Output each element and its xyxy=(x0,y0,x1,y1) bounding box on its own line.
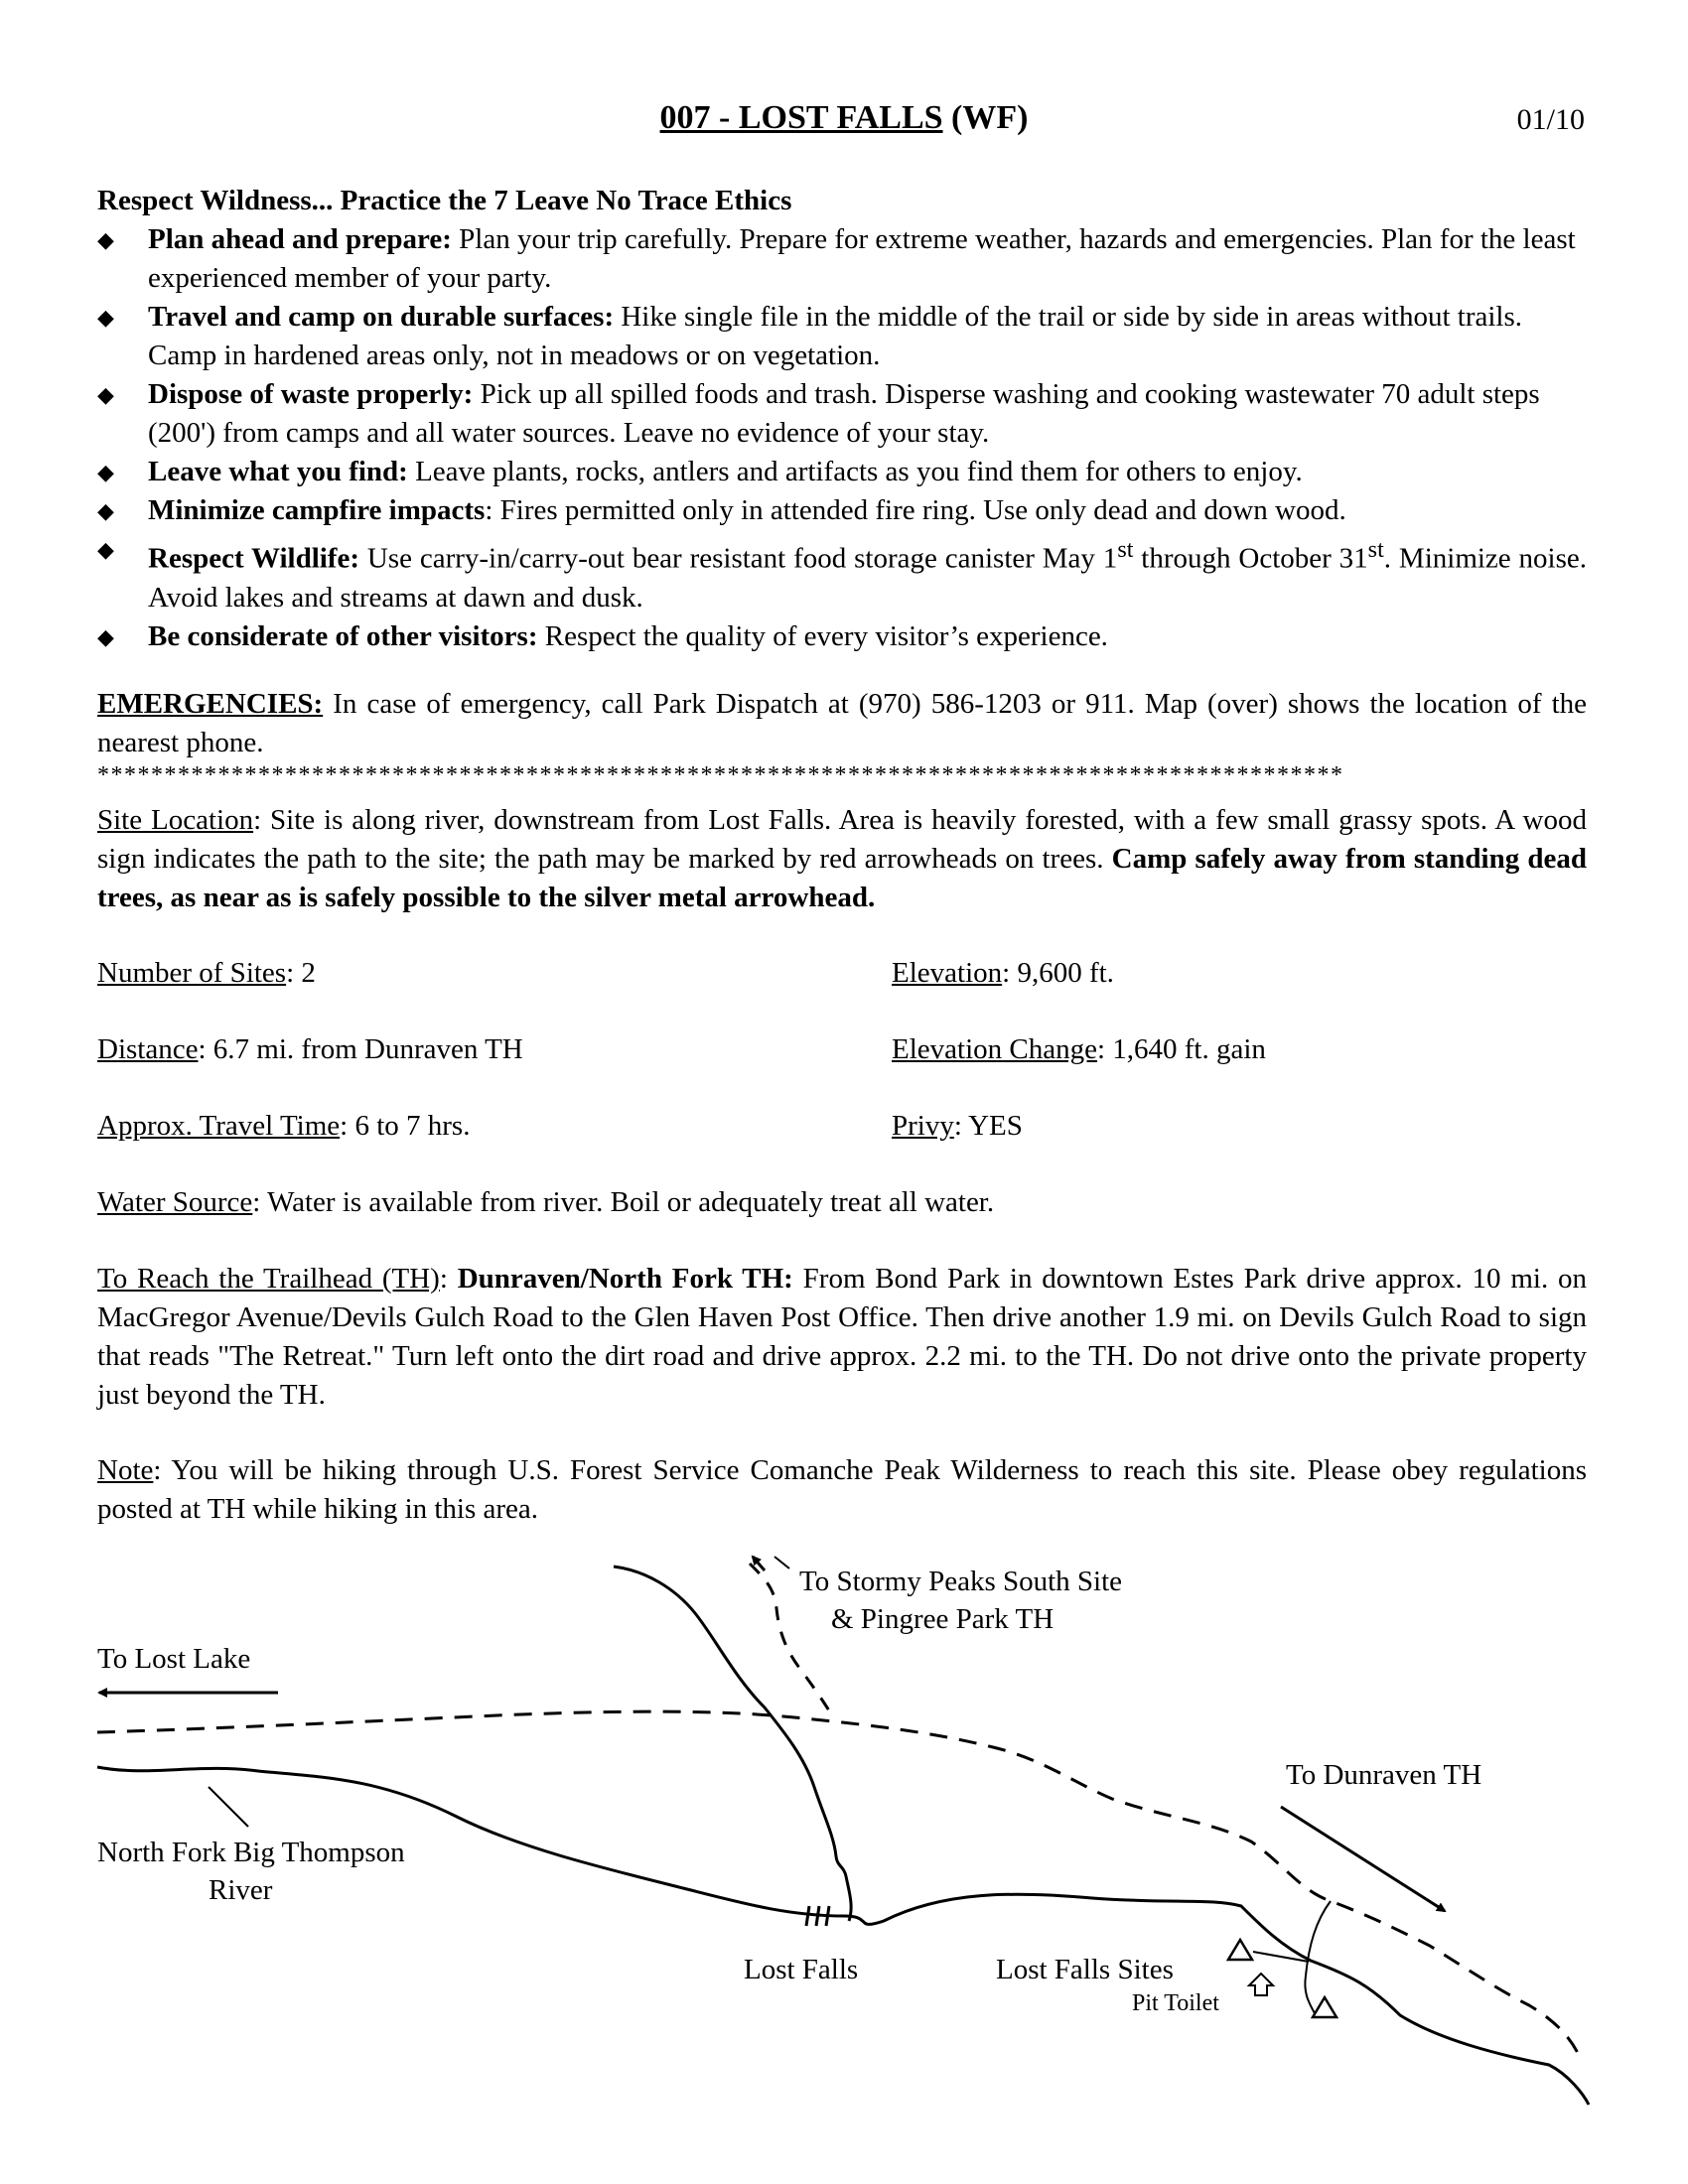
map-label-stormy-line1: To Stormy Peaks South Site xyxy=(799,1566,1123,1597)
diamond-bullet-icon: ◆ xyxy=(97,227,114,252)
map-label-lost-falls: Lost Falls xyxy=(744,1954,859,1985)
title-main: 007 - LOST FALLS xyxy=(659,99,943,136)
ethics-item-text: Respect the quality of every visitor’s experience. xyxy=(544,619,1108,652)
ethics-item-title: Dispose of waste properly: xyxy=(148,378,474,410)
ethics-item-text: . Minimize noise. Avoid lakes and streams at dawn and dusk. xyxy=(148,542,1588,614)
ethics-item-text: Use carry-in/carry-out bear resistant food storage canister May 1 xyxy=(366,542,1118,575)
map-label-stormy-line2: & Pingree Park TH xyxy=(831,1603,1055,1635)
ethics-item-text: Leave plants, rocks, antlers and artifacts as you find them for others to enjoy. xyxy=(415,456,1303,487)
fact-distance xyxy=(97,1030,523,1069)
fact-label: Distance xyxy=(97,1033,199,1065)
diamond-bullet-icon: ◆ xyxy=(97,623,114,649)
fact-label: Elevation Change xyxy=(892,1033,1097,1065)
site-spur-trail xyxy=(1305,1901,1331,2015)
ethics-item-title: Leave what you find: xyxy=(148,456,408,487)
river-line xyxy=(97,1767,1589,2105)
river-pointer xyxy=(209,1787,248,1827)
fact-value: : 9,600 ft. xyxy=(1002,957,1114,989)
trailhead-label: To Reach the Trailhead (TH) xyxy=(97,1263,440,1295)
ethics-heading: Respect Wildness... Practice the 7 Leave No Trace Ethics xyxy=(97,185,792,216)
ethics-item xyxy=(97,491,1587,530)
fact-label: Approx. Travel Time xyxy=(97,1110,341,1142)
diamond-bullet-icon: ◆ xyxy=(97,460,114,484)
map-label-lost-lake: To Lost Lake xyxy=(97,1643,251,1675)
fact-label: Elevation xyxy=(892,957,1003,989)
ethics-item-sup: st xyxy=(1117,536,1134,563)
water-source-text: : Water is available from river. Boil or adequately treat all water. xyxy=(252,1186,995,1218)
diamond-bullet-icon: ◆ xyxy=(97,537,114,562)
site-location-paragraph xyxy=(97,801,1587,917)
fact-value: : 2 xyxy=(286,957,316,989)
ethics-item-title: Travel and camp on durable surfaces: xyxy=(148,301,615,333)
trailhead-name: Dunraven/North Fork TH: xyxy=(457,1263,793,1295)
stormy-pointer xyxy=(774,1557,789,1569)
note-label: Note xyxy=(97,1454,154,1486)
ethics-item-sup: st xyxy=(1367,536,1384,563)
fact-value: : 6.7 mi. from Dunraven TH xyxy=(198,1033,523,1065)
document-title xyxy=(0,99,1688,137)
fact-sites xyxy=(97,954,316,993)
ethics-item xyxy=(97,453,1587,491)
ethics-item xyxy=(97,530,1587,617)
emergencies-paragraph xyxy=(97,685,1587,762)
map-label-sites: Lost Falls Sites xyxy=(996,1954,1174,1985)
fact-value: : 1,640 ft. gain xyxy=(1096,1033,1266,1065)
fact-value: : 6 to 7 hrs. xyxy=(340,1110,471,1142)
map-label-pit-toilet: Pit Toilet xyxy=(1132,1990,1219,2016)
diamond-bullet-icon: ◆ xyxy=(97,382,114,407)
water-source-paragraph xyxy=(97,1183,1587,1222)
campsite-icon xyxy=(1228,1940,1252,1960)
ethics-list xyxy=(97,220,1587,656)
pit-toilet-icon xyxy=(1249,1974,1273,1995)
ethics-item xyxy=(97,220,1587,298)
fact-label: Privy xyxy=(892,1110,954,1142)
tributary-stream xyxy=(614,1567,851,1921)
ethics-item-title: Respect Wildlife: xyxy=(148,542,359,575)
title-suffix: (WF) xyxy=(951,99,1029,136)
trailhead-text: From Bond Park in downtown Estes Park drive approx. 10 mi. on MacGregor Avenue/Devils Gulch Road to the Glen Haven Post Office. Then drive another 1.9 mi. on Devils Gulch Road to sign that reads "The Retreat." Turn left onto the dirt road and drive approx. 2.2 mi. to the TH. Do not drive onto the private property just beyond the TH. xyxy=(97,1263,1588,1411)
note-text: : You will be hiking through U.S. Forest Service Comanche Peak Wilderness to reach this site. Please obey regulations posted at TH while hiking in this area. xyxy=(97,1454,1587,1525)
fact-elevation-change xyxy=(892,1030,1266,1069)
map-label-river-line1: North Fork Big Thompson xyxy=(97,1837,405,1868)
separator-stars: ********************************************************************************************* xyxy=(97,762,1344,788)
ethics-item-text: Pick up all spilled foods and trash. Disperse washing and cooking wastewater 70 adult steps (200') from camps and all water sources. Leave no evidence of your stay. xyxy=(148,378,1540,449)
ethics-item xyxy=(97,375,1587,453)
ethics-item-text: Hike single file in the middle of the trail or side by side in areas without trails. Camp in hardened areas only, not in meadows or on vegetation. xyxy=(148,301,1523,371)
site-location-bold-text: Camp safely away from standing dead trees, as near as is safely possible to the silver metal arrowhead. xyxy=(97,843,1588,913)
emergencies-text: In case of emergency, call Park Dispatch at (970) 586-1203 or 911. Map (over) shows the location of the nearest phone. xyxy=(97,688,1587,758)
ethics-item-text: Plan your trip carefully. Prepare for extreme weather, hazards and emergencies. Plan for the least experienced member of your party. xyxy=(148,223,1576,294)
trailhead-paragraph xyxy=(97,1260,1587,1415)
document-date: 01/10 xyxy=(1516,103,1585,136)
trail-map xyxy=(0,1509,1688,2184)
fact-value: : YES xyxy=(953,1110,1023,1142)
fact-privy xyxy=(892,1107,1023,1146)
site-location-label: Site Location xyxy=(97,804,254,836)
trailhead-colon: : xyxy=(439,1263,458,1295)
fact-elevation xyxy=(892,954,1114,993)
ethics-item-text: : Fires permitted only in attended fire ring. Use only dead and down wood. xyxy=(485,494,1346,526)
ethics-item-text: through October 31 xyxy=(1133,542,1368,575)
dunraven-arrow xyxy=(1281,1807,1445,1911)
water-source-label: Water Source xyxy=(97,1186,253,1218)
emergencies-label: EMERGENCIES: xyxy=(97,688,324,720)
map-label-dunraven: To Dunraven TH xyxy=(1286,1759,1482,1791)
ethics-item-title: Be considerate of other visitors: xyxy=(148,619,538,652)
campsite-icon xyxy=(1313,1997,1336,2017)
diamond-bullet-icon: ◆ xyxy=(97,498,114,523)
ethics-item-title: Plan ahead and prepare: xyxy=(148,223,452,255)
ethics-item xyxy=(97,298,1587,375)
ethics-item xyxy=(97,617,1587,656)
diamond-bullet-icon: ◆ xyxy=(97,305,114,330)
ethics-item-title: Minimize campfire impacts xyxy=(148,494,486,526)
fact-travel-time xyxy=(97,1107,470,1146)
site-location-text: : Site is along river, downstream from Lost Falls. Area is heavily forested, with a few small grassy spots. A wood sign indicates the path to the site; the path may be marked by red arrowheads on trees. xyxy=(97,804,1587,875)
fact-label: Number of Sites xyxy=(97,957,287,989)
map-label-river-line2: River xyxy=(209,1874,273,1906)
